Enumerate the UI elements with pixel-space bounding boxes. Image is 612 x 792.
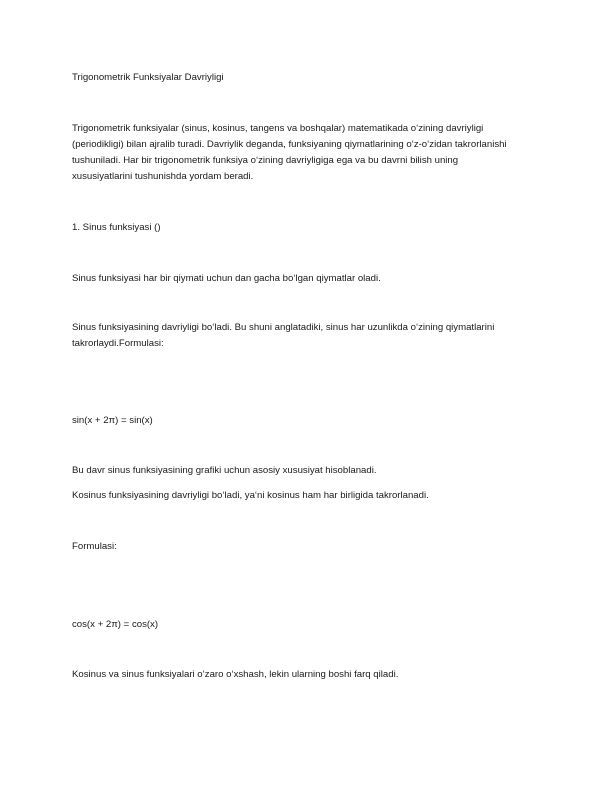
sinus-range-text: Sinus funksiyasi har bir qiymati uchun dan gacha bo‘lgan qiymatlar oladi.: [72, 273, 381, 284]
sinus-period-line-1: Sinus funksiyasining davriyligi bo‘ladi. Bu shuni anglatadiki, sinus har uzunlikda o‘zining qiymatlarini: [72, 322, 495, 333]
document-title: Trigonometrik Funksiyalar Davriyligi: [72, 72, 224, 83]
sin-formula: sin(x + 2π) = sin(x): [72, 415, 153, 426]
section-heading-sinus: 1. Sinus funksiyasi (): [72, 222, 161, 233]
sinus-period-paragraph: [72, 320, 542, 352]
cos-formula: cos(x + 2π) = cos(x): [72, 619, 159, 630]
formula-label: Formulasi:: [72, 541, 117, 552]
graph-note-text: Bu davr sinus funksiyasining grafiki uchun asosiy xususiyat hisoblanadi.: [72, 465, 377, 476]
intro-line-2: (periodikligi) bilan ajralib turadi. Davriylik deganda, funksiyaning qiymatlarining o‘z-o‘zidan takrorlanishi: [72, 139, 507, 150]
cosinus-period-text: Kosinus funksiyasining davriyligi bo‘ladi, ya‘ni kosinus ham har birligida takrorlanadi.: [72, 490, 429, 501]
intro-line-3: tushuniladi. Har bir trigonometrik funksiya o‘zining davriyligiga ega va bu davrni bilish uning: [72, 155, 459, 166]
sinus-period-line-2: takrorlaydi.Formulasi:: [72, 338, 164, 349]
intro-line-4: xususiyatlarini tushunishda yordam beradi.: [72, 171, 254, 182]
intro-line-1: Trigonometrik funksiyalar (sinus, kosinus, tangens va boshqalar) matematikada o‘zining davriyligi: [72, 123, 484, 134]
intro-paragraph: [72, 121, 542, 185]
conclusion-text: Kosinus va sinus funksiyalari o‘zaro o‘xshash, lekin ularning boshi farq qiladi.: [72, 669, 399, 680]
